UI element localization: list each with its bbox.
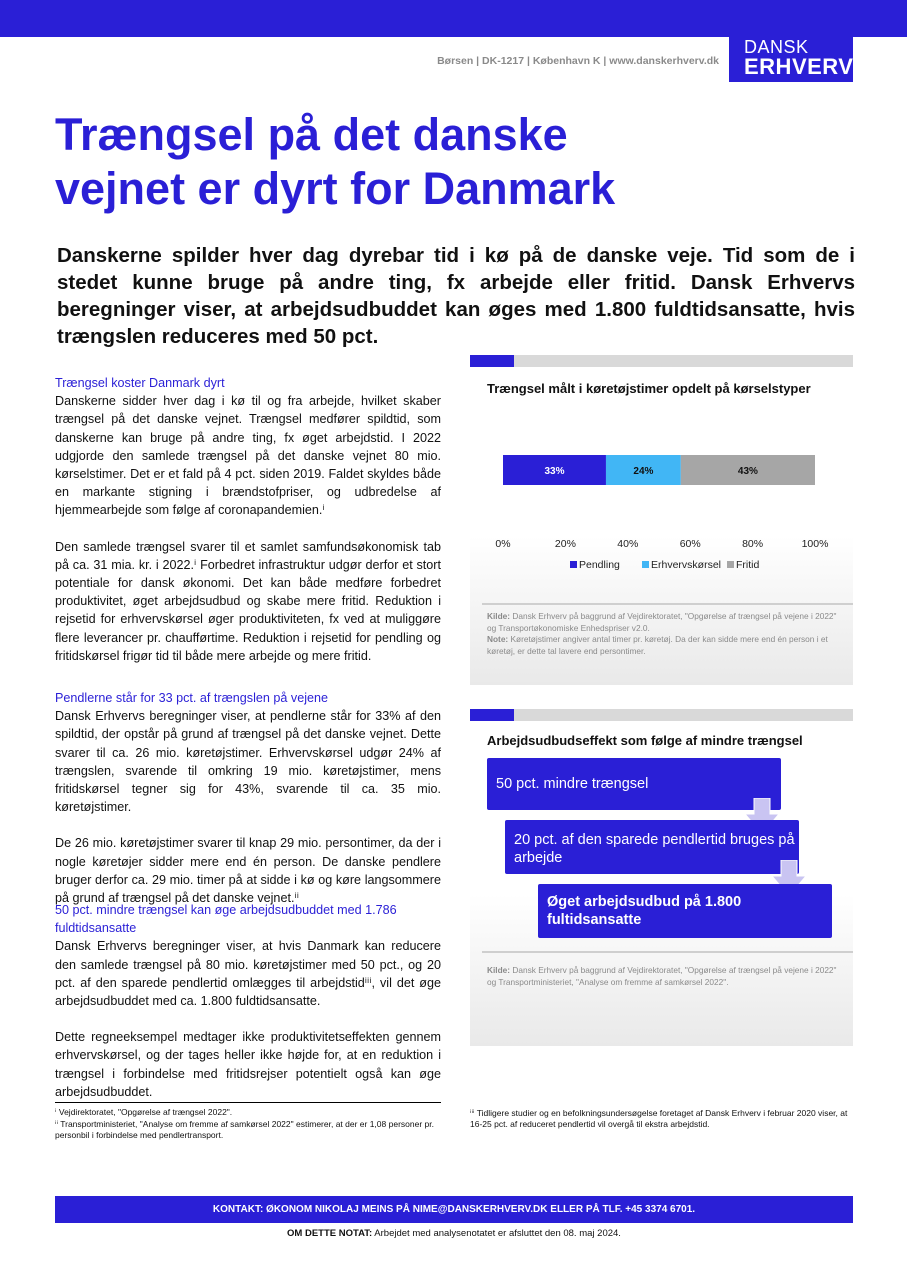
x-tick-label: 80% [742, 538, 764, 550]
section-3-paragraph-1: Dansk Erhvervs beregninger viser, at hvis Danmark kan reducere den samlede trængsel på 80 mio. køretøjstimer med 50 pct., og 20 pct. af den sparede pendlertid omlægges til arbejdstidⁱⁱⁱ, vil det øge arbejdsudbuddet med ca. 1.800 fuldtidsansatte. [55, 939, 441, 1009]
flow-source-label: Kilde: [487, 965, 511, 975]
legend-swatch-pendling [570, 561, 577, 568]
footnote-1: ⁱ Vejdirektoratet, "Opgørelse af trængsel 2022". [55, 1107, 233, 1117]
top-bar [0, 0, 907, 37]
flow-source-text: Dansk Erhverv på baggrund af Vejdirektoratet, "Opgørelse af trængsel på vejene i 2022" og Transportministeriet, "Analyse om fremme af samkørsel 2022". [487, 965, 837, 987]
x-tick-label: 0% [495, 538, 511, 550]
chart-source-label: Kilde: [487, 611, 511, 621]
x-tick-label: 60% [679, 538, 701, 550]
legend-label-erhvervskørsel: Erhvervskørsel [651, 559, 722, 571]
lead-paragraph: Danskerne spilder hver dag dyrebar tid i kø på de danske veje. Tid som de i stedet kunne bruge på andre ting, fx arbejde eller fritid. Dansk Erhvervs beregninger viser, at arbejdsudbuddet kan øges med 1.800 fuldtidsansatte, hvis trængslen reduceres med 50 pct. [57, 244, 855, 348]
flow-step-2: 20 pct. af den sparede pendlertid bruges på arbejde [505, 820, 799, 874]
flow-box-tab [470, 709, 514, 721]
flow-title: Arbejdsudbudseffekt som følge af mindre trængsel [487, 733, 803, 748]
chart-source-text: Dansk Erhverv på baggrund af Vejdirektoratet, "Opgørelse af trængsel på vejene i 2022" og Transportøkonomiske Enhedspriser v2.0. [487, 611, 837, 633]
flow-separator [482, 951, 853, 953]
section-3-heading: 50 pct. mindre trængsel kan øge arbejdsudbuddet med 1.786 fuldtidsansatte [55, 903, 397, 936]
flow-step-3: Øget arbejdsudbud på 1.800 fultidsansatte [538, 884, 832, 938]
logo-line2: ERHVERV [744, 54, 854, 79]
section-1-paragraph-2: Den samlede trængsel svarer til et samlet samfundsøkonomisk tab på ca. 31 mia. kr. i 2022.ⁱ Forbedret infrastruktur udgør derfor et stort potentiale for dansk økonomi. Det kan både medføre forbedret produktivitet, øget arbejdsudbud og skabe mere fritid. Reduktion i rejsetid for erhvervskørsel øger produktiviteten, fx ved at muliggøre flere leverancer pr. chaufførtime. Reduktion i rejsetid for pendling og fritidskørsel frigør tid til både mere arbejde og mere fritid. [55, 539, 441, 663]
section-3 [55, 901, 441, 1101]
chart-box [470, 355, 853, 685]
chart-note-text: Køretøjstimer angiver antal timer pr. køretøj. Da der kan sidde mere end én person i et køretøj, er dette tal lavere end persontimer. [487, 634, 828, 656]
page-title [55, 108, 855, 216]
flow-box [470, 709, 853, 1046]
legend-swatch-fritid [727, 561, 734, 568]
dansk-erhverv-logo[interactable] [729, 37, 853, 82]
about-note [55, 1228, 853, 1239]
flow-box-top-bar [514, 709, 853, 721]
bar-label-fritid: 43% [737, 466, 758, 477]
footnotes [55, 1102, 441, 1142]
about-text: Arbejdet med analysenotatet er afsluttet den 08. maj 2024. [372, 1228, 621, 1239]
logo-line1: DANSK [744, 37, 809, 57]
chart-title: Trængsel målt i køretøjstimer opdelt på kørselstyper [487, 381, 811, 396]
title-line1: Trængsel på det danske [55, 109, 568, 160]
section-2 [55, 689, 441, 907]
flow-step-1: 50 pct. mindre trængsel [487, 758, 781, 810]
section-2-heading: Pendlerne står for 33 pct. af trængslen på vejene [55, 691, 329, 705]
section-1 [55, 374, 441, 665]
legend-label-pendling: Pendling [579, 559, 620, 571]
x-tick-label: 40% [617, 538, 639, 550]
header-address: Børsen | DK-1217 | København K | www.danskerhverv.dk [437, 55, 719, 67]
chart-source [487, 611, 841, 657]
section-1-paragraph-1: Danskerne sidder hver dag i kø til og fra arbejde, hvilket skaber trængsel på det danske vejnet. Trængsel medfører spildtid, som danskerne kan bruge på andre ting, fx øget arbejdstid. I 2022 udgjorde den samlede trængsel på det danske vejnet 80 mio. kørselstimer. Det er et fald på 4 pct. siden 2019. Faldet skyldes både en markante stigning i brændstofpriser, og udbredelse af hjemmearbejde som følge af coronapandemien.ⁱ [55, 394, 441, 518]
bar-label-erhvervskørsel: 24% [633, 466, 654, 477]
bar-label-pendling: 33% [544, 466, 565, 477]
chart-separator [482, 603, 853, 605]
section-1-heading: Trængsel koster Danmark dyrt [55, 376, 225, 390]
x-tick-label: 100% [801, 538, 829, 550]
section-3-paragraph-2: Dette regneeksempel medtager ikke produktivitetseffekten gennem erhvervskørsel, og der tages heller ikke højde for, at en reduktion i trængsel i forbindelse med fritidsrejser potentielt også kan øge arbejdsudbuddet. [55, 1030, 441, 1099]
box-tab [470, 355, 514, 367]
chart-note-label: Note: [487, 634, 509, 644]
section-2-paragraph-2: De 26 mio. køretøjstimer svarer til knap 29 mio. persontimer, da der i nogle køretøjer sidder mere end én person. De danske pendlere bruger derfor ca. 29 mio. timer på at sidde i kø og køre langsommere på grund af trængsel på det danske vejnet.ⁱⁱ [55, 836, 441, 906]
flow-source [487, 965, 841, 988]
x-tick-label: 20% [554, 538, 576, 550]
contact-bar: KONTAKT: ØKONOM NIKOLAJ MEINS PÅ NIME@DANSKERHVERV.DK ELLER PÅ TLF. +45 3374 6701. [55, 1196, 853, 1223]
footnote-2: ⁱⁱ Transportministeriet, "Analyse om fremme af samkørsel 2022" estimerer, at der er 1,08 personer pr. personbil i forbindelse med pendlertransport. [55, 1119, 434, 1140]
footnote-3: ⁱⁱⁱ Tidligere studier og en befolkningsundersøgelse foretaget af Dansk Erhverv i februar 2020 viser, at 16-25 pct. af reduceret pendlertid vil overgå til ekstra arbejdstid. [470, 1108, 848, 1129]
title-line2: vejnet er dyrt for Danmark [55, 163, 616, 214]
section-2-paragraph-1: Dansk Erhvervs beregninger viser, at pendlerne står for 33% af den spildtid, der opstår på grund af trængsel på det danske vejnet. Dette svarer til ca. 26 mio. køretøjstimer. Erhvervskørsel udgør 24% af trængslen, svarende til omkring 19 mio. køretøjstimer, mens fritidskørsel tegner sig for 43%, svarende til ca. 35 mio. køretøjstimer. [55, 709, 441, 815]
about-label: OM DETTE NOTAT: [287, 1228, 373, 1239]
legend-label-fritid: Fritid [736, 559, 760, 571]
legend-swatch-erhvervskørsel [642, 561, 649, 568]
box-top-bar [514, 355, 853, 367]
